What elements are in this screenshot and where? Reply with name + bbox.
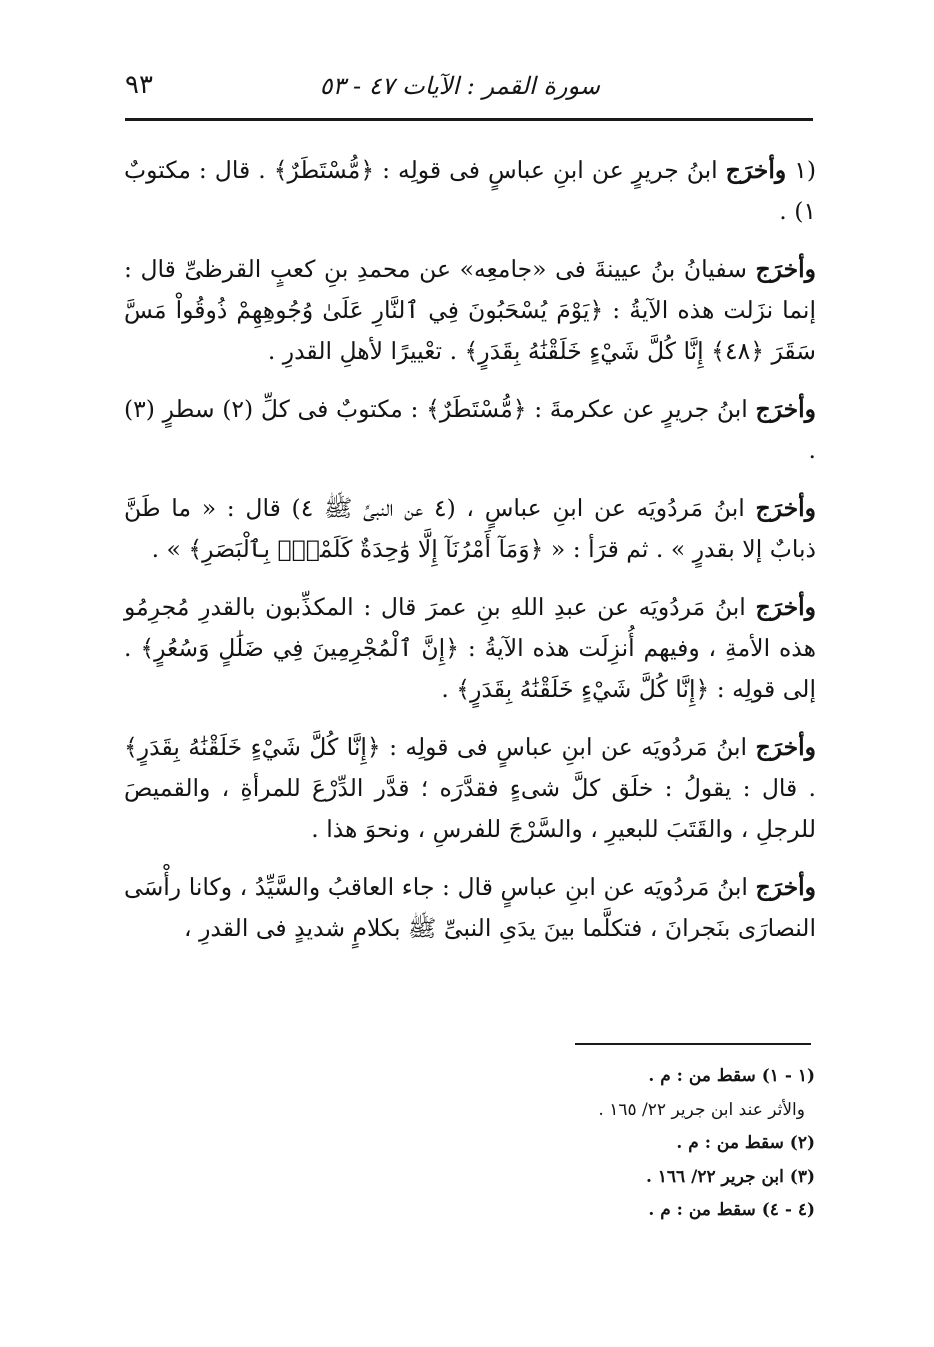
surah-title: سورة القمر : الآيات ٤٧ - ٥٣ — [319, 72, 600, 100]
opening-keyword: وأخرَج — [755, 873, 816, 901]
paragraph-2: وأخرَج سفيانُ بنُ عيينةَ فى «جامعِه» عن محمدِ بنِ كعبٍ القرظىِّ قال : إنما نزَلت هذه الآيةُ : ﴿يَوْمَ يُسْحَبُونَ فِي ٱلنَّارِ عَلَىٰ وُجُوهِهِمْ ذُوقُواْ مَسَّ سَقَرَ ﴿٤٨﴾ إِنَّا كُلَّ شَيْءٍ خَلَقْنَٰهُ بِقَدَرٍ﴾ . تعْييرًا لأهلِ القدرِ . — [124, 255, 816, 365]
footnote-rule — [575, 1043, 811, 1045]
paragraph-6: وأخرَج ابنُ مَردُويَه عن ابنِ عباسٍ فى قولِه : ﴿إِنَّا كُلَّ شَيْءٍ خَلَقْنَٰهُ بِقَدَرٍ﴾ . قال : يقولُ : خلَق كلَّ شىءٍ فقدَّرَه ؛ قدَّر الدِّرْعَ للمرأةِ ، والقميصَ للرجلِ ، والقَتَبَ للبعيرِ ، والسَّرْجَ للفرسِ ، ونحوَ هذا . — [124, 733, 816, 843]
paragraph-4: وأخرَج ابنُ مَردُويَه عن ابنِ عباسٍ ، (٤ عن النبىِّ ﷺ ٤) قال : « ما طَنَّ ذبابٌ إلا بقدرٍ » . ثم قرَأ : « ﴿وَمَآ أَمْرُنَآ إِلَّا وَٰحِدَةٌ كَلَمْحٍۭ بِٱلْبَصَرِ﴾ » . — [124, 494, 816, 563]
opening-keyword: وأخرَج — [755, 255, 816, 283]
paragraph-1: (١ وأخرَج ابنُ جريرٍ عن ابنِ عباسٍ فى قولِه : ﴿مُّسْتَطَرٌ﴾ . قال : مكتوبٌ ١) . — [124, 156, 816, 225]
opening-keyword: وأخرَج — [755, 593, 816, 621]
opening-keyword: وأخرَج — [755, 494, 816, 522]
footnote-2: (٢) سقط من : م . — [676, 1133, 815, 1153]
running-header — [125, 68, 815, 108]
paragraph-3: وأخرَج ابنُ جريرٍ عن عكرمةَ : ﴿مُّسْتَطَرٌ﴾ : مكتوبٌ فى كلِّ (٢) سطرٍ (٣) . — [124, 395, 816, 464]
footnotes — [300, 1060, 815, 1228]
paragraph-5: وأخرَج ابنُ مَردُويَه عن عبدِ اللهِ بنِ عمرَ قال : المكذِّبون بالقدرِ مُجرِمُو هذه الأمةِ ، وفيهم أُنزِلَت هذه الآيةُ : ﴿إِنَّ ٱلْمُجْرِمِينَ فِي ضَلَٰلٍ وَسُعُرٍ﴾ . إلى قولِه : ﴿إِنَّا كُلَّ شَيْءٍ خَلَقْنَٰهُ بِقَدَرٍ﴾ . — [124, 593, 816, 703]
opening-keyword: وأخرَج — [755, 733, 816, 761]
footnote-4: (٤ - ٤) سقط من : م . — [648, 1200, 815, 1220]
footnote-3: (٣) ابن جرير ٢٢/ ١٦٦ . — [645, 1166, 815, 1187]
footnote-1-source: والأثر عند ابن جرير ٢٢/ ١٦٥ . — [598, 1099, 805, 1120]
paragraph-7: وأخرَج ابنُ مَردُويَه عن ابنِ عباسٍ قال : جاء العاقبُ والسَّيِّدُ ، وكانا رأْسَى النصارَى بنَجرانَ ، فتكلَّما بينَ يدَىِ النبىِّ ﷺ بكلامٍ شديدٍ فى القدرِ ، — [124, 873, 816, 942]
header-rule — [125, 118, 813, 121]
page-number: ٩٣ — [125, 70, 153, 100]
main-text — [124, 150, 816, 966]
footnote-1: (١ - ١) سقط من : م . — [648, 1066, 815, 1086]
opening-keyword: وأخرَج — [755, 395, 816, 423]
opening-keyword: وأخرَج — [725, 156, 787, 184]
